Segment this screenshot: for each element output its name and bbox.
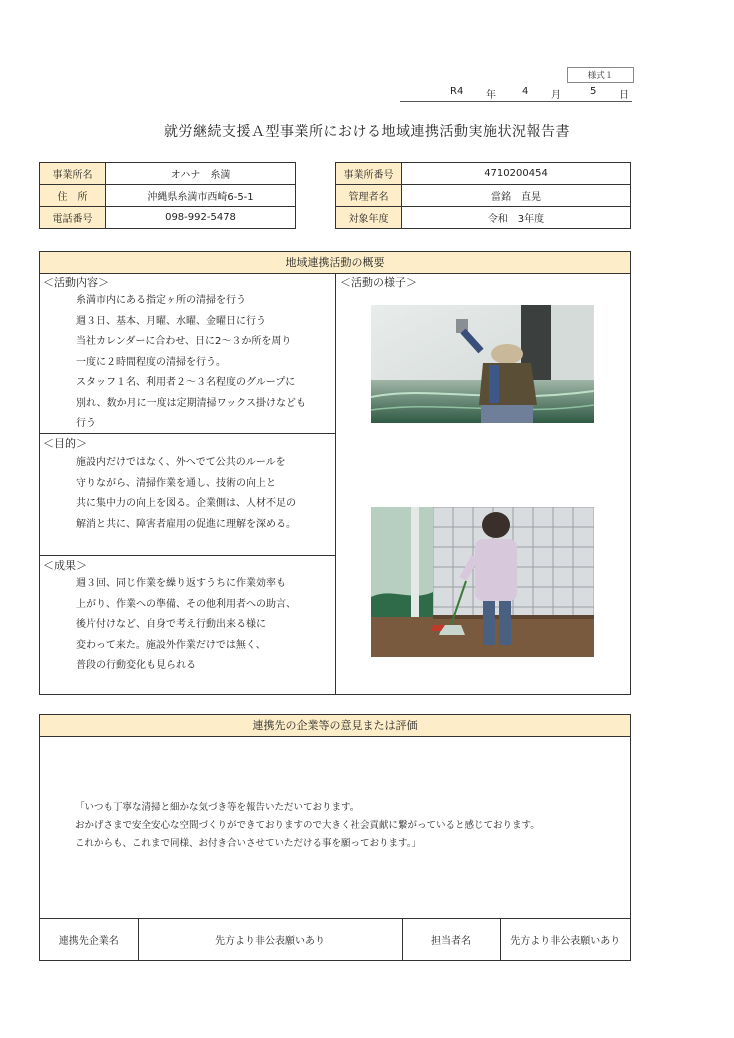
form-number-label: 様式１ [567, 67, 634, 83]
info-label: 住 所 [40, 185, 106, 207]
activity-line: 一度に２時間程度の清掃を行う。 [76, 356, 226, 368]
date-day-unit: 日 [619, 90, 629, 101]
activity-line: 糸満市内にある指定ヶ所の清掃を行う [76, 295, 246, 306]
info-table-left [39, 162, 296, 229]
info-label: 事業所番号 [336, 163, 402, 185]
page-title: 就労継続支援Ａ型事業所における地域連携活動実施状況報告書 [164, 124, 570, 140]
activity-line: スタッフ１名、利用者２～３名程度のグループに [76, 377, 296, 388]
date-day: 5 [590, 86, 597, 97]
opinion-text [75, 799, 540, 853]
partner-person-label: 担当者名 [402, 919, 500, 961]
overview-divider [335, 273, 336, 694]
date-month-unit: 月 [551, 90, 561, 101]
overview-header: 地域連携活動の概要 [40, 252, 630, 274]
activity-label: ＜活動内容＞ [43, 276, 109, 289]
info-row [40, 163, 296, 185]
info-value: 令和 3年度 [402, 207, 631, 229]
info-value: 098-992-5478 [106, 207, 296, 229]
info-value: 當銘 直晃 [402, 185, 631, 207]
partner-company-value: 先方より非公表願いあり [138, 919, 402, 961]
scene-label: ＜活動の様子＞ [340, 276, 417, 289]
purpose-label: ＜目的＞ [43, 437, 87, 450]
info-value: オハナ 糸満 [106, 163, 296, 185]
partner-person-value: 先方より非公表願いあり [500, 919, 630, 961]
partner-row [40, 919, 630, 961]
partner-company-label: 連携先企業名 [40, 919, 138, 961]
result-label: ＜成果＞ [43, 559, 87, 572]
info-label: 電話番号 [40, 207, 106, 229]
result-line: 普段の行動変化も見られる [76, 660, 196, 671]
info-row [40, 207, 296, 229]
activity-photo-sweeping [371, 507, 594, 657]
activity-photo-wall-cleaning [371, 305, 594, 423]
opinion-line: これからも、これまで同様、お付き合いさせていただける事を願っております。」 [75, 838, 421, 849]
result-line: 週３回、同じ作業を繰り返すうちに作業効率も [76, 578, 286, 589]
date-month: 4 [522, 86, 529, 97]
purpose-line: 守りながら、清掃作業を通し、技術の向上と [76, 477, 276, 489]
info-value: 4710200454 [402, 163, 631, 185]
purpose-text [76, 453, 296, 535]
activity-line: 別れ、数か月に一度は定期清掃ワックス掛けなども [76, 397, 306, 409]
opinion-header: 連携先の企業等の意見または評価 [40, 715, 630, 737]
opinion-line: おかげさまで安全安心な空間づくりができておりますので大きく社会貢献に繋がっていると感じております。 [75, 820, 540, 831]
info-row [336, 207, 631, 229]
info-table-right [335, 162, 631, 229]
purpose-line: 共に集中力の向上を図る。企業側は、人材不足の [76, 498, 296, 509]
result-line: 上がり、作業への準備、その他利用者への助言、 [76, 598, 296, 610]
date-era-year: R4 [450, 86, 464, 97]
activity-text [76, 291, 306, 435]
opinion-line: 「いつも丁寧な清掃と細かな気づき等を報告いただいております。 [75, 802, 360, 813]
purpose-line: 施設内だけではなく、外へでて公共のルールを [76, 457, 286, 468]
partner-table [40, 918, 630, 961]
overview-section [39, 251, 631, 695]
result-line: 変わって来た。施設外作業だけでは無く、 [76, 639, 266, 651]
purpose-line: 解消と共に、障害者雇用の促進に理解を深める。 [76, 518, 296, 530]
info-value: 沖縄県糸満市西崎6-5-1 [106, 185, 296, 207]
activity-line: 行う [76, 418, 96, 429]
activity-line: 当社カレンダーに合わせ、日に2～３か所を周り [76, 336, 292, 347]
info-row [40, 185, 296, 207]
info-row [336, 163, 631, 185]
info-label: 対象年度 [336, 207, 402, 229]
report-date [400, 84, 632, 102]
opinion-section [39, 714, 631, 961]
activity-line: 週３日、基本、月曜、水曜、金曜日に行う [76, 315, 266, 327]
info-row [336, 185, 631, 207]
result-line: 後片付けなど、自身で考え行動出来る様に [76, 619, 266, 630]
result-text [76, 574, 296, 677]
section-divider [40, 555, 336, 556]
info-label: 事業所名 [40, 163, 106, 185]
info-label: 管理者名 [336, 185, 402, 207]
date-year-unit: 年 [486, 90, 496, 101]
